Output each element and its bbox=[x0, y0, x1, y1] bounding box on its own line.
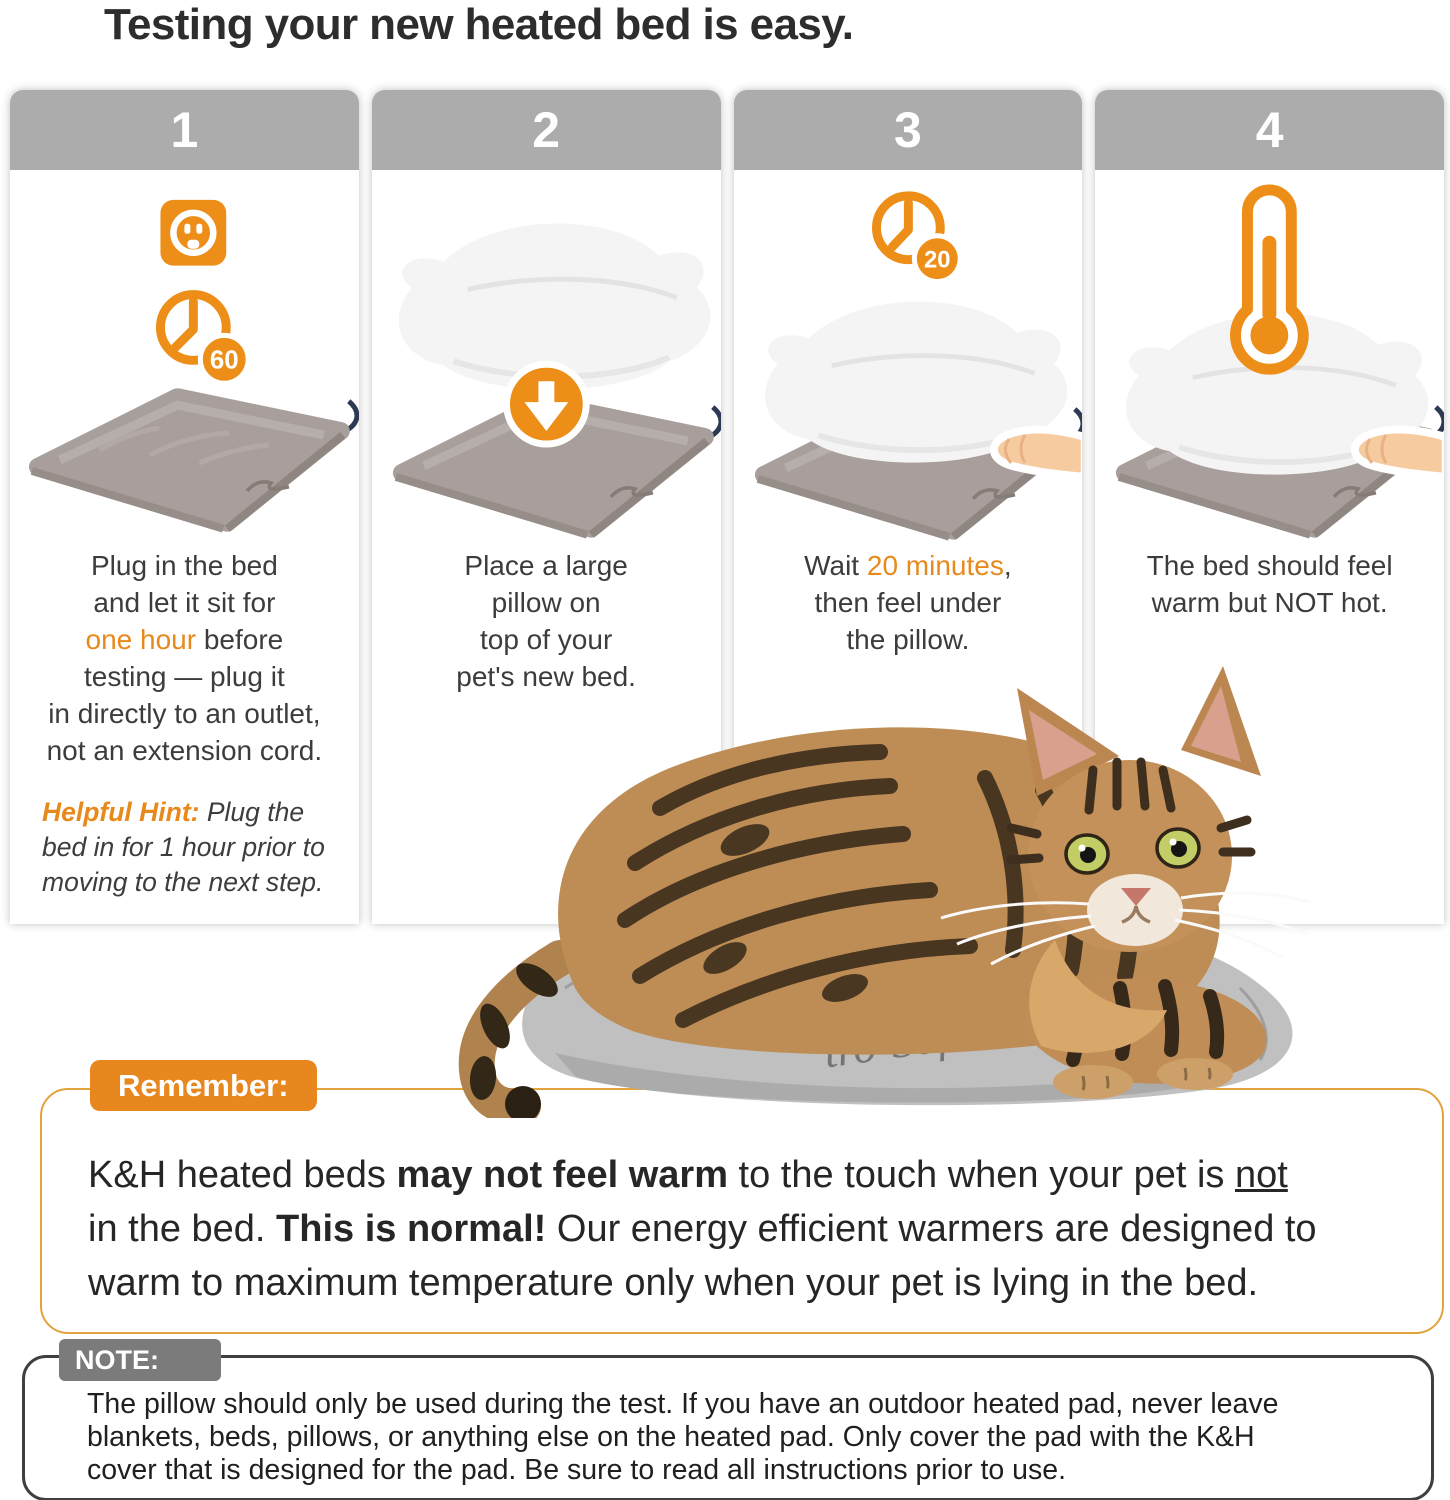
step-3-header bbox=[734, 90, 1083, 170]
remember-callout-box bbox=[40, 1068, 1444, 1334]
step-3-description: Wait 20 minutes, then feel under the pillow. bbox=[804, 549, 1012, 655]
heated-pad-graphic bbox=[32, 397, 357, 529]
step-1-header bbox=[10, 90, 359, 170]
step-1-graphic bbox=[10, 170, 359, 541]
step-4-graphic bbox=[1095, 170, 1444, 541]
step-3-graphic bbox=[734, 170, 1083, 541]
remember-badge: Remember: bbox=[90, 1060, 317, 1111]
thermometer-icon bbox=[1236, 190, 1304, 369]
note-callout-box bbox=[22, 1345, 1434, 1500]
note-text: The pillow should only be used during the test. If you have an outdoor heated pad, never leave blankets, beds, pillows, or anything else on the heated pad. Only cover the pad with the K&H cover that is designed for the pad. Be sure to read all instructions prior to use. bbox=[87, 1388, 1279, 1486]
step-number: 3 bbox=[893, 102, 922, 158]
remember-text: K&H heated beds may not feel warm to the touch when your pet is not in the bed. This is normal! Our energy efficient warmers are designed to warm to maximum temperature only when your pet is lying in the bed. bbox=[88, 1154, 1317, 1304]
down-arrow-icon bbox=[506, 364, 586, 444]
step-number: 2 bbox=[532, 102, 561, 158]
step-1-description: Plug in the bed and let it sit for one hour before testing — plug it in directly to an outlet, not an extension cord. bbox=[46, 549, 323, 766]
step-4-header bbox=[1095, 90, 1444, 170]
step-2-graphic bbox=[372, 170, 721, 541]
step-card-1 bbox=[10, 90, 359, 924]
helpful-hint: Helpful Hint: Plug the bed in for 1 hour prior to moving to the next step. bbox=[42, 796, 325, 897]
step-2-header bbox=[372, 90, 721, 170]
outlet-icon bbox=[160, 200, 226, 266]
step-4-description: The bed should feel warm but NOT hot. bbox=[1146, 549, 1393, 618]
step-number: 1 bbox=[170, 102, 199, 158]
clock-badge-minutes: 60 bbox=[209, 346, 239, 375]
note-badge: NOTE: bbox=[59, 1339, 221, 1381]
step-number: 4 bbox=[1255, 102, 1284, 158]
clock-badge-minutes: 20 bbox=[923, 246, 951, 274]
step-2-description: Place a large pillow on top of your pet's new bed. bbox=[456, 549, 636, 692]
page-title: Testing your new heated bed is easy. bbox=[104, 0, 854, 49]
clock-icon bbox=[876, 196, 960, 282]
clock-icon bbox=[160, 295, 248, 384]
cat-on-heated-bed-photo bbox=[425, 658, 1345, 1118]
